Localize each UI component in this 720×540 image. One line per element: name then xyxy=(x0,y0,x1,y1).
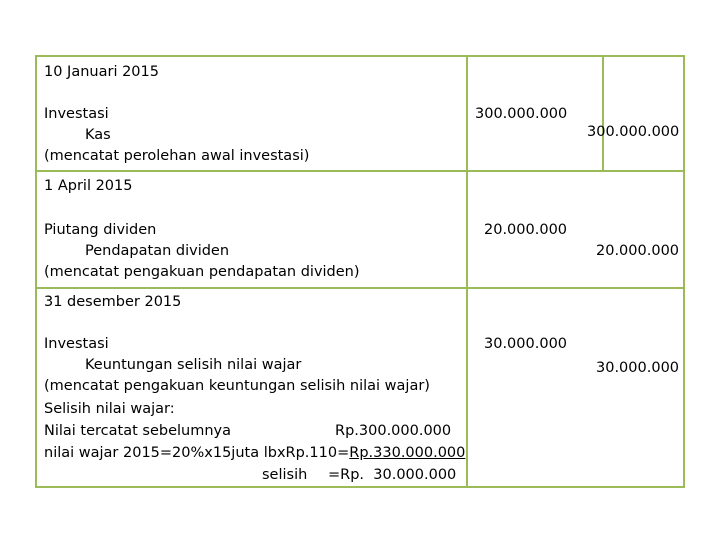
credit-amount: 300.000.000 xyxy=(587,124,680,140)
column-divider-debit xyxy=(466,55,468,488)
entry-note: (mencatat pengakuan keuntungan selisih nilai wajar) xyxy=(44,378,430,394)
credit-account: Pendapatan dividen xyxy=(85,243,230,259)
entry-note: (mencatat perolehan awal investasi) xyxy=(44,148,310,164)
calc-line1-label: Nilai tercatat sebelumnya xyxy=(44,423,231,439)
calc-line1-value: Rp.300.000.000 xyxy=(335,423,452,439)
calc-line3-label: selisih xyxy=(262,467,308,483)
debit-account: Investasi xyxy=(44,106,109,122)
debit-amount: 30.000.000 xyxy=(484,336,568,352)
entry-date: 1 April 2015 xyxy=(44,178,133,194)
entry-date: 10 Januari 2015 xyxy=(44,64,159,80)
credit-amount: 20.000.000 xyxy=(596,243,680,259)
calc-heading: Selisih nilai wajar: xyxy=(44,401,175,417)
credit-amount: 30.000.000 xyxy=(596,360,680,376)
entry-note: (mencatat pengakuan pendapatan dividen) xyxy=(44,264,360,280)
calc-line2-text xyxy=(44,443,465,464)
debit-account: Investasi xyxy=(44,336,109,352)
debit-account: Piutang dividen xyxy=(44,222,157,238)
debit-amount: 300.000.000 xyxy=(475,106,568,122)
calc-line2-value: Rp.330.000.000 xyxy=(349,445,466,461)
row-divider xyxy=(35,287,685,289)
debit-amount: 20.000.000 xyxy=(484,222,568,238)
calc-line3-value: =Rp. 30.000.000 xyxy=(328,467,457,483)
column-divider-credit xyxy=(602,55,604,172)
credit-account: Keuntungan selisih nilai wajar xyxy=(85,357,302,373)
calc-line2-formula: nilai wajar 2015=20%x15juta lbxRp.110= xyxy=(44,445,350,461)
credit-account: Kas xyxy=(85,127,111,143)
entry-date: 31 desember 2015 xyxy=(44,294,182,310)
row-divider xyxy=(35,170,685,172)
